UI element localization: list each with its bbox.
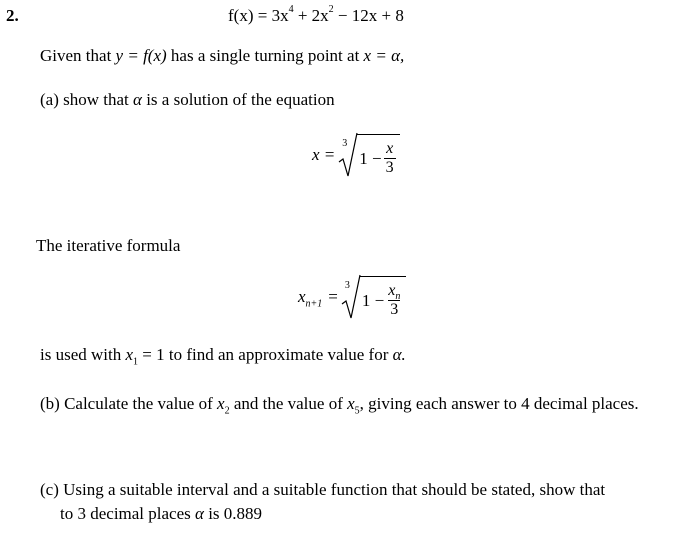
iter-fraction-numerator (386, 282, 402, 303)
fraction-numerator: x (386, 140, 394, 157)
iter-num-var: x (388, 282, 396, 299)
part-b (40, 394, 639, 417)
function-lhs: f(x) = 3x (228, 6, 289, 25)
part-b-sub2: 5 (354, 405, 360, 417)
iter-radical-sign-icon (341, 274, 361, 320)
exponent-2: 2 (328, 4, 334, 16)
part-c-line2 (60, 504, 262, 524)
iter-radicand (360, 276, 406, 321)
root-index: 3 (342, 138, 348, 149)
used-with-alpha: α. (392, 345, 406, 364)
intro-pre: Given that (40, 46, 116, 65)
function-mid: + 2x (293, 6, 329, 25)
part-b-mid: and the value of (229, 394, 348, 413)
used-with-post: = 1 to find an approximate value for (138, 345, 393, 364)
intro-y-eq: y = f(x) (115, 46, 167, 65)
intro-line (40, 46, 404, 66)
function-rhs: − 12x + 8 (333, 6, 404, 25)
radical-sign-icon (338, 132, 358, 178)
iter-fraction-denominator: 3 (390, 301, 399, 318)
iter-root-index: 3 (344, 280, 350, 291)
iter-fraction (386, 283, 402, 318)
part-b-var1: x (217, 394, 225, 413)
intro-mid: has a single turning point at (166, 46, 364, 65)
part-c-alpha: α (195, 504, 204, 523)
iter-lhs-var: x (298, 287, 306, 306)
cube-root (338, 132, 399, 178)
exponent-4: 4 (288, 4, 294, 16)
part-b-post: , giving each answer to 4 decimal places. (359, 394, 639, 413)
used-with-sub: 1 (133, 356, 139, 368)
used-with-line (40, 345, 406, 368)
used-with-var: x (125, 345, 134, 364)
intro-x-eq: x = α, (363, 46, 405, 65)
part-a (40, 90, 335, 110)
equation-a (312, 132, 400, 178)
equation-a-lhs: x = (312, 145, 336, 164)
iter-lhs (298, 287, 323, 310)
iter-one-minus: 1 − (361, 290, 385, 310)
iter-equals: = (328, 287, 338, 306)
iter-lhs-sub: n+1 (305, 298, 323, 310)
part-b-var2: x (347, 394, 355, 413)
one-minus: 1 − (359, 148, 382, 168)
part-b-pre: (b) Calculate the value of (40, 394, 218, 413)
part-c-line1: (c) Using a suitable interval and a suitable function that should be stated, show that (40, 480, 606, 499)
radicand (357, 134, 399, 179)
part-b-sub1: 2 (224, 405, 230, 417)
iterative-equation (298, 274, 406, 320)
part-a-pre: (a) show that (40, 90, 134, 109)
alpha-symbol: α (133, 90, 142, 109)
fraction-x-over-3 (384, 141, 396, 176)
iter-num-sub: n (395, 291, 401, 303)
part-c-line2-pre: to 3 decimal places (60, 504, 196, 523)
part-a-post: is a solution of the equation (141, 90, 335, 109)
part-c-line2-post: is 0.889 (203, 504, 263, 523)
fraction-denominator: 3 (385, 159, 394, 176)
question-number: 2. (6, 6, 19, 25)
used-with-pre: is used with (40, 345, 126, 364)
iter-cube-root (341, 274, 406, 320)
function-definition (228, 6, 404, 26)
iterative-label: The iterative formula (36, 236, 181, 255)
